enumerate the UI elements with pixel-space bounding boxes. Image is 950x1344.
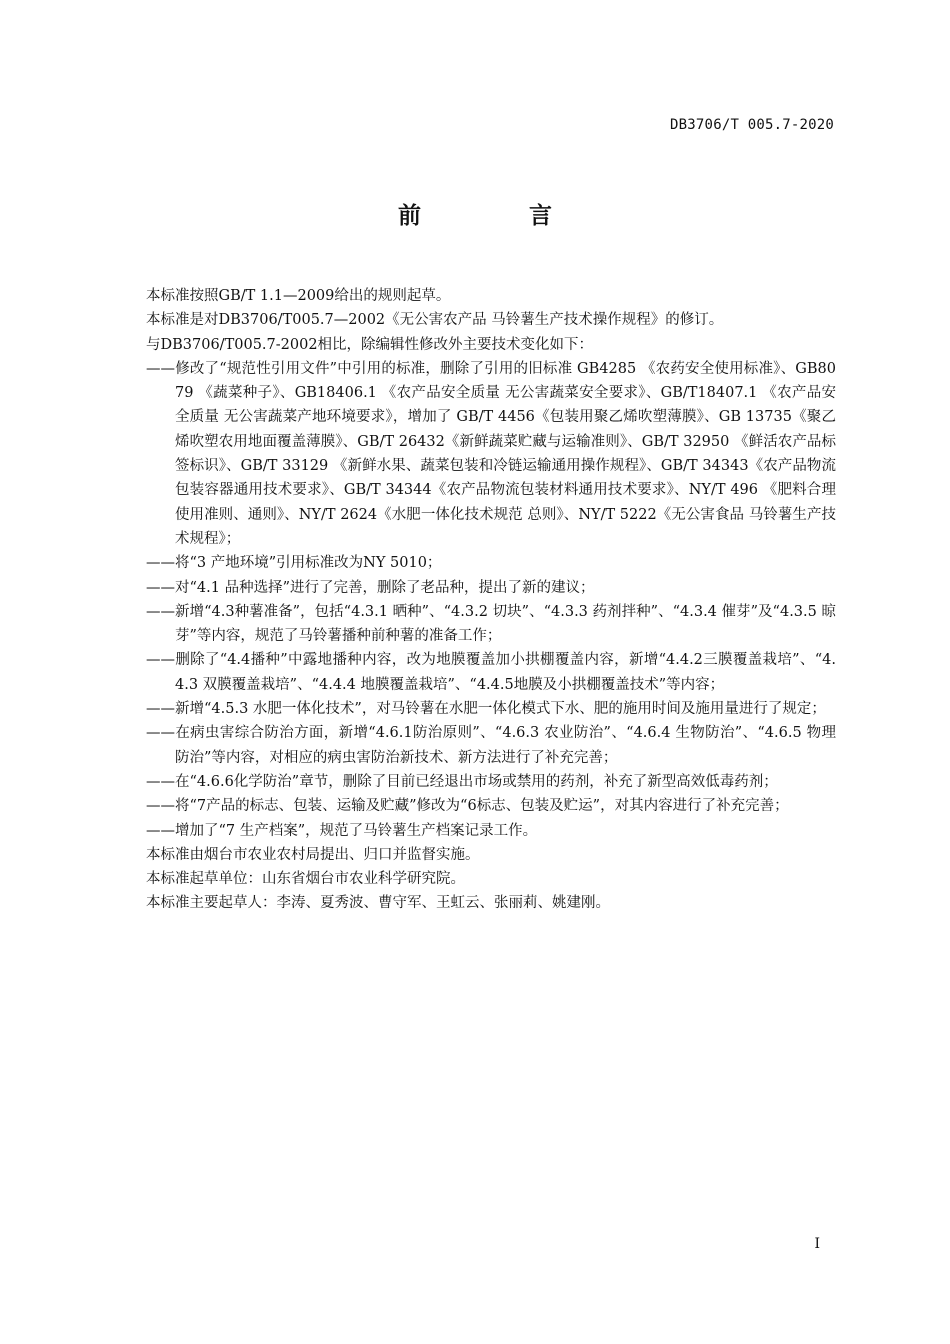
intro-paragraph: 与DB3706/T005.7-2002相比，除编辑性修改外主要技术变化如下： [146,336,594,353]
change-item: ——修改了“规范性引用文件”中引用的标准，删除了引用的旧标准 GB4285 《农药安全使用标准》、GB8079 《蔬菜种子》、GB18406.1 《农产品安全质量 无公害蔬菜安全要求》、GB/T18407.1 《农产品安全质量 无公害蔬菜产地环境要求》，增加了 GB/T 4456《包装用聚乙烯吹塑薄膜》、GB 13735《聚乙烯吹塑农用地面覆盖薄膜》、GB/T 26432《新鲜蔬菜贮藏与运输准则》、GB/T 32950 《鲜活农产品标签标识》、GB/T 33129 《新鲜水果、蔬菜包装和冷链运输通用操作规程》、GB/T 34343《农产品物流包装容器通用技术要求》、GB/T 34344《农产品物流包装材料通用技术要求》、NY/T 496 《肥料合理使用准则、通则》、NY/T 2624《水肥一体化技术规范 总则》、NY/T 5222《无公害食品 马铃薯生产技术规程》； [146,360,836,547]
closing-paragraph: 本标准起草单位：山东省烟台市农业科学研究院。 [146,871,465,888]
change-item: ——删除了“4.4播种”中露地播种内容，改为地膜覆盖加小拱棚覆盖内容，新增“4.4.2三膜覆盖栽培”、“4.4.3 双膜覆盖栽培”、“4.4.4 地膜覆盖栽培”、“4.4.5地膜及小拱棚覆盖技术”等内容； [146,652,836,693]
document-body [146,284,836,916]
page-title: 前 言 [397,203,602,229]
change-item: ——在病虫害综合防治方面，新增“4.6.1防治原则”、“4.6.3 农业防治”、“4.6.4 生物防治”、“4.6.5 物理防治”等内容，对相应的病虫害防治新技术、新方法进行了补充完善； [146,725,836,766]
change-item: ——新增“4.3种薯准备”，包括“4.3.1 晒种”、“4.3.2 切块”、“4.3.3 药剂拌种”、“4.3.4 催芽”及“4.3.5 晾芽”等内容，规范了马铃薯播种前种薯的准备工作； [146,603,836,645]
closing-paragraph: 本标准由烟台市农业农村局提出、归口并监督实施。 [146,846,480,863]
change-item: ——增加了“7 生产档案”，规范了马铃薯生产档案记录工作。 [146,822,538,839]
change-item: ——将“3 产地环境”引用标准改为NY 5010； [146,555,442,572]
change-list [146,357,836,843]
page-number: I [814,1236,820,1252]
closing-paragraph: 本标准主要起草人：李涛、夏秀波、曹守军、王虹云、张丽莉、姚建刚。 [146,895,610,912]
change-item: ——新增“4.5.3 水肥一体化技术”，对马铃薯在水肥一体化模式下水、肥的施用时间及施用量进行了规定； [146,701,826,718]
change-item: ——将“7产品的标志、包装、运输及贮藏”修改为“6标志、包装及贮运”，对其内容进行了补充完善； [146,798,789,815]
document-code: DB3706/T 005.7-2020 [670,117,834,133]
intro-paragraph: 本标准是对DB3706/T005.7—2002《无公害农产品 马铃薯生产技术操作规程》的修订。 [146,312,724,329]
change-item: ——在“4.6.6化学防治”章节，删除了目前已经退出市场或禁用的药剂，补充了新型高效低毒药剂； [146,773,778,790]
change-item: ——对“4.1 品种选择”进行了完善，删除了老品种，提出了新的建议； [146,579,595,596]
intro-paragraph: 本标准按照GB/T 1.1—2009给出的规则起草。 [146,288,451,304]
